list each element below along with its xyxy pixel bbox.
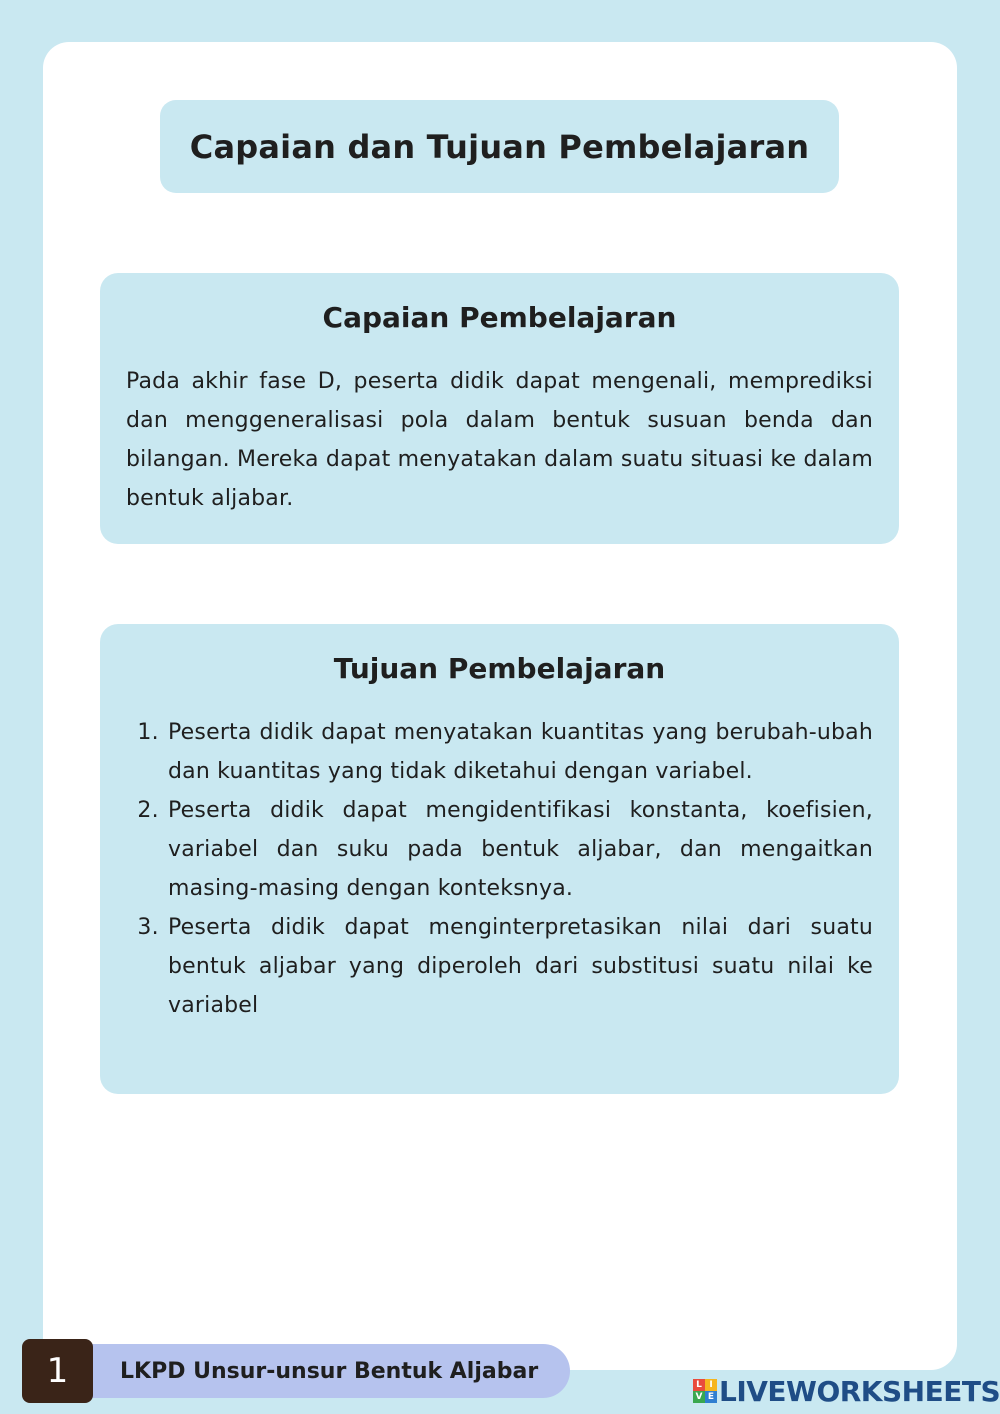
capaian-text: Pada akhir fase D, peserta didik dapat mengenali, memprediksi dan menggeneralisasi pola dalam bentuk susuan benda dan bilangan. Mereka dapat menyatakan dalam suatu situasi ke dalam bentuk aljabar. [126, 369, 873, 511]
liveworksheets-brand[interactable] [693, 1374, 1000, 1408]
title-banner [160, 100, 839, 193]
capaian-heading: Capaian Pembelajaran [322, 301, 677, 334]
footer-label-text: LKPD Unsur-unsur Bentuk Aljabar [120, 1358, 539, 1384]
tujuan-heading: Tujuan Pembelajaran [333, 652, 666, 685]
list-item: 3. Peserta didik dapat menginterpretasikan nilai dari suatu bentuk aljabar yang diperoleh dari substitusi suatu nilai ke variabel [166, 908, 873, 1025]
page-number-badge: 1 [22, 1339, 93, 1403]
brand-text: LIVEWORKSHEETS [719, 1374, 1000, 1408]
logo-letter: L [693, 1379, 705, 1391]
capaian-card [100, 273, 899, 544]
tujuan-card [100, 624, 899, 1094]
page-title: Capaian dan Tujuan Pembelajaran [189, 127, 810, 166]
logo-letter: E [705, 1391, 717, 1403]
logo-letter: I [705, 1379, 717, 1391]
list-item: 1. Peserta didik dapat menyatakan kuantitas yang berubah-ubah dan kuantitas yang tidak diketahui dengan variabel. [166, 713, 873, 791]
tujuan-list [126, 713, 873, 1025]
liveworksheets-logo-icon [693, 1379, 717, 1403]
list-item: 2. Peserta didik dapat mengidentifikasi konstanta, koefisien, variabel dan suku pada bentuk aljabar, dan mengaitkan masing-masing dengan konteksnya. [166, 791, 873, 908]
logo-letter: V [693, 1391, 705, 1403]
footer-label [80, 1344, 570, 1398]
